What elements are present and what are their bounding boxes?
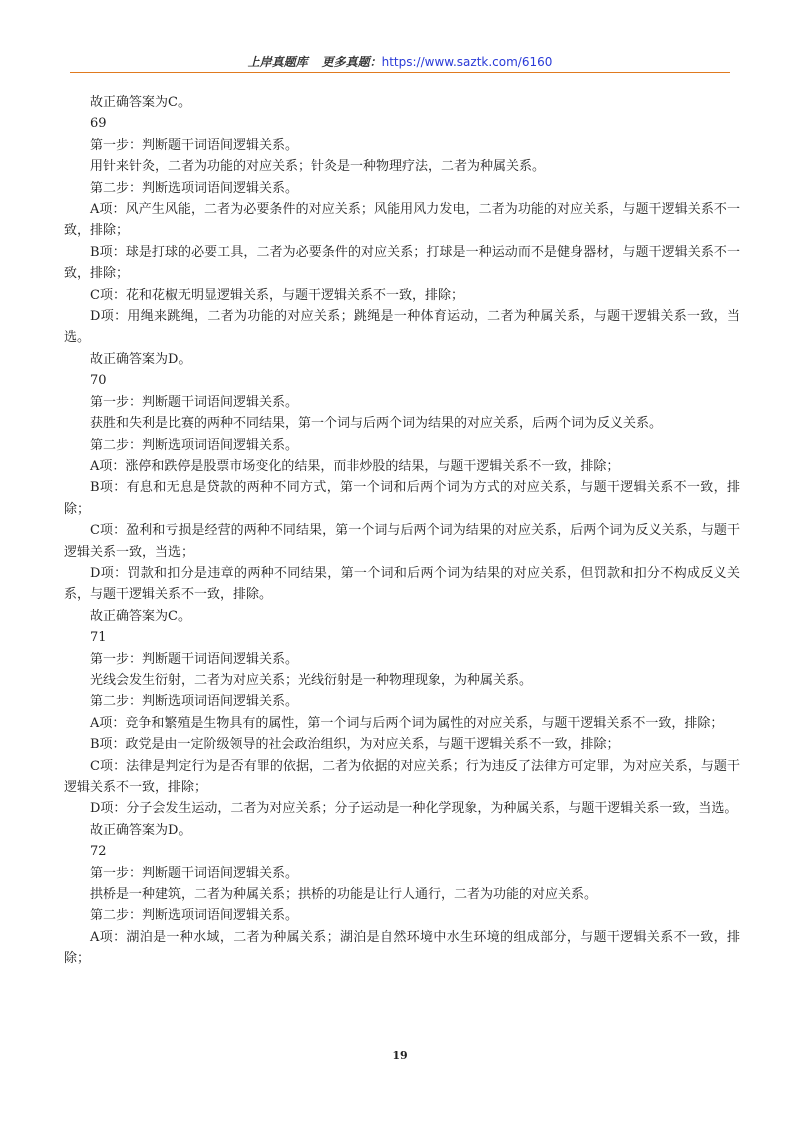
paragraph: C项：盈利和亏损是经营的两种不同结果，第一个词与后两个词为结果的对应关系，后两个词为反义关系，与题干逻辑关系一致，当选； [64,523,740,560]
paragraph: 第二步：判断选项词语间逻辑关系。 [90,694,299,710]
paragraph: B项：政党是由一定阶级领导的社会政治组织，为对应关系，与题干逻辑关系不一致，排除； [90,737,620,753]
paragraph: 故正确答案为D。 [90,822,192,838]
question-number: 72 [90,844,107,860]
paragraph: 拱桥是一种建筑，二者为种属关系；拱桥的功能是让行人通行，二者为功能的对应关系。 [90,887,598,903]
paragraph: 第一步：判断题干词语间逻辑关系。 [90,865,299,881]
question-number: 70 [90,373,107,389]
paragraph: 第二步：判断选项词语间逻辑关系。 [90,180,299,196]
paragraph: 故正确答案为C。 [90,95,191,110]
paragraph: B项：球是打球的必要工具，二者为必要条件的对应关系；打球是一种运动而不是健身器材，与题干逻辑关系不一致，排除； [64,244,740,282]
page-header [0,54,800,70]
paragraph: 第二步：判断选项词语间逻辑关系。 [90,437,299,453]
paragraph: 第二步：判断选项词语间逻辑关系。 [90,908,299,924]
question-number: 69 [90,116,107,132]
paragraph: 用针来针灸，二者为功能的对应关系；针灸是一种物理疗法，二者为种属关系。 [90,159,546,175]
document-body [64,92,740,970]
paragraph: C项：法律是判定行为是否有罪的依据，二者为依据的对应关系；行为违反了法律方可定罪，为对应关系，与题干逻辑关系不一致，排除； [64,758,740,795]
header-link[interactable]: https://www.saztk.com/6160 [381,55,553,69]
paragraph: C项：花和花椒无明显逻辑关系，与题干逻辑关系不一致，排除； [90,287,464,303]
paragraph: D项：分子会发生运动，二者为对应关系；分子运动是一种化学现象，为种属关系，与题干逻辑关系一致，当选。 [90,801,738,817]
question-number: 71 [90,630,107,646]
paragraph: A项：风产生风能，二者为必要条件的对应关系；风能用风力发电，二者为功能的对应关系，与题干逻辑关系不一致，排除； [64,202,740,239]
header-rule [70,72,730,73]
paragraph: D项：罚款和扣分是违章的两种不同结果，第一个词和后两个词为结果的对应关系，但罚款和扣分不构成反义关系，与题干逻辑关系不一致，排除。 [64,565,740,603]
paragraph: 故正确答案为C。 [90,608,191,624]
paragraph: 获胜和失利是比赛的两种不同结果，第一个词与后两个词为结果的对应关系，后两个词为反义关系。 [90,416,663,432]
paragraph: 第一步：判断题干词语间逻辑关系。 [90,394,299,410]
paragraph: 第一步：判断题干词语间逻辑关系。 [90,137,299,153]
paragraph: 光线会发生衍射，二者为对应关系；光线衍射是一种物理现象，为种属关系。 [90,672,533,688]
paragraph: A项：湖泊是一种水域，二者为种属关系；湖泊是自然环境中水生环境的组成部分，与题干逻辑关系不一致，排除； [64,929,740,967]
page-number: 19 [392,1049,408,1062]
header-site-name: 上岸真题库 [247,55,308,69]
header-more-label: 更多真题： [321,55,382,69]
paragraph: 故正确答案为D。 [90,351,192,367]
paragraph: D项：用绳来跳绳，二者为功能的对应关系；跳绳是一种体育运动，二者为种属关系，与题干逻辑关系一致，当选。 [64,309,740,346]
paragraph: A项：竞争和繁殖是生物具有的属性，第一个词与后两个词为属性的对应关系，与题干逻辑关系不一致，排除； [90,715,724,731]
paragraph: B项：有息和无息是贷款的两种不同方式，第一个词和后两个词为方式的对应关系，与题干逻辑关系不一致，排除； [64,480,740,517]
paragraph: 第一步：判断题干词语间逻辑关系。 [90,651,299,667]
paragraph: A项：涨停和跌停是股票市场变化的结果，而非炒股的结果，与题干逻辑关系不一致，排除； [90,458,620,474]
